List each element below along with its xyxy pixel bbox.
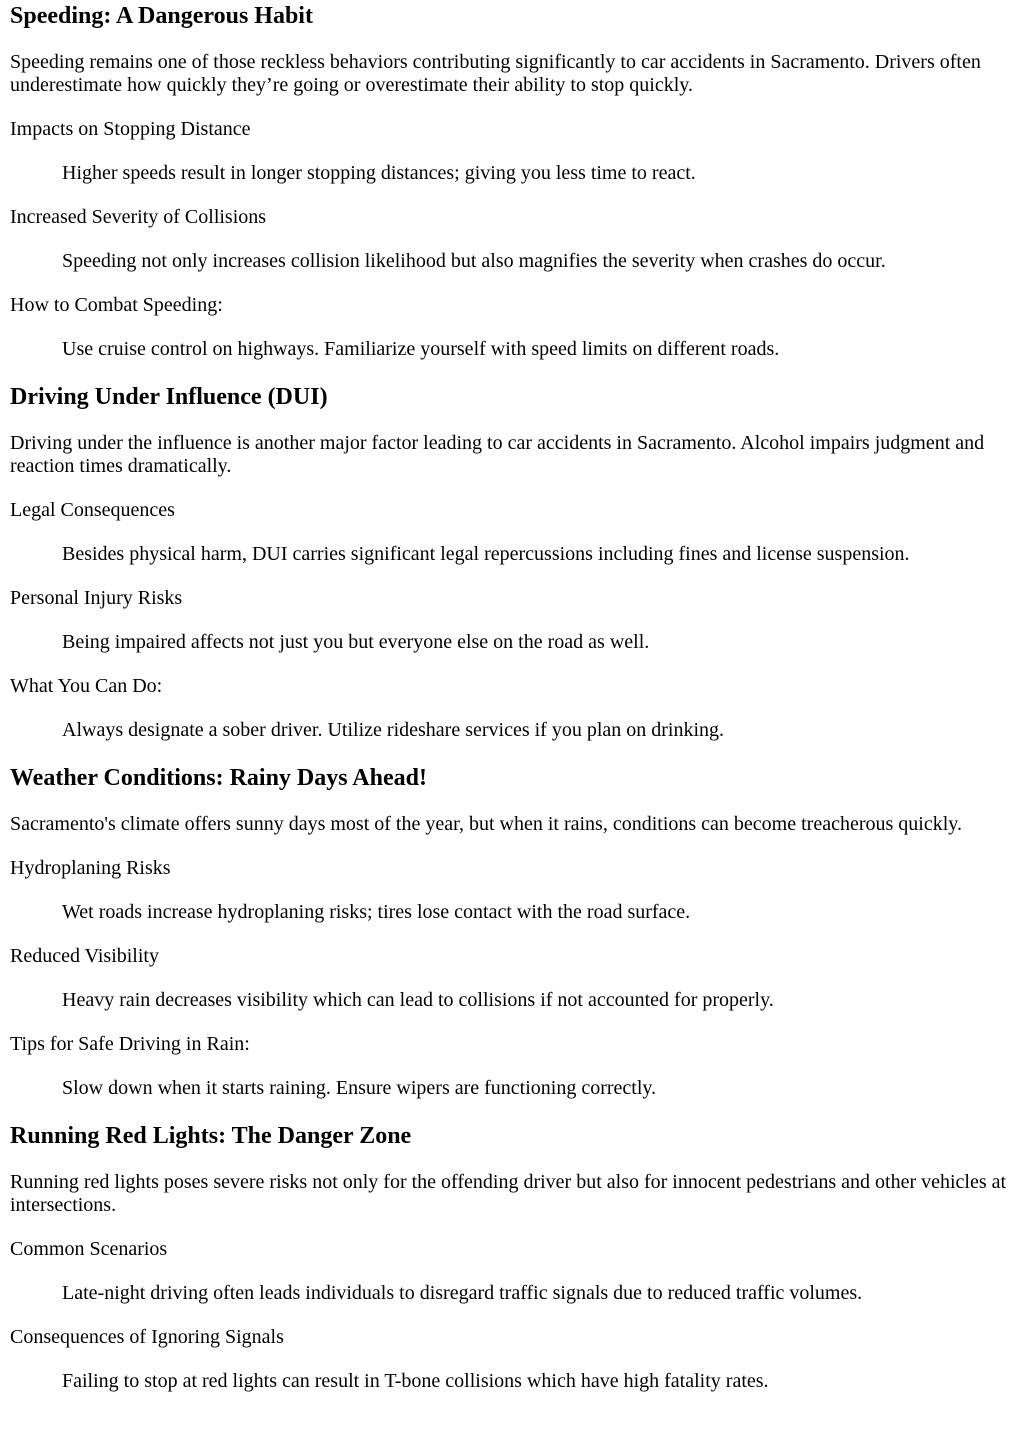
item-label: Hydroplaning Risks bbox=[10, 857, 171, 879]
section-heading: Weather Conditions: Rainy Days Ahead! bbox=[10, 765, 427, 791]
section-intro: Driving under the influence is another major factor leading to car accidents in Sacramento. Alcohol impairs judgment and reaction times dramatically. bbox=[10, 432, 985, 477]
item-detail: Late-night driving often leads individuals to disregard traffic signals due to reduced traffic volumes. bbox=[62, 1282, 863, 1304]
item-label: Legal Consequences bbox=[10, 499, 175, 521]
item-detail: Slow down when it starts raining. Ensure wipers are functioning correctly. bbox=[62, 1077, 657, 1099]
item-detail: Use cruise control on highways. Familiarize yourself with speed limits on different roads. bbox=[62, 338, 780, 360]
item-label: Increased Severity of Collisions bbox=[10, 206, 267, 228]
section-intro: Speeding remains one of those reckless behaviors contributing significantly to car accidents in Sacramento. Drivers often underestimate how quickly they’re going or overestimate their ability to stop quickly. bbox=[10, 51, 981, 96]
section-dui bbox=[10, 383, 1014, 742]
section-intro: Sacramento's climate offers sunny days most of the year, but when it rains, conditions can become treacherous quickly. bbox=[10, 813, 962, 835]
item-label: How to Combat Speeding: bbox=[10, 294, 223, 316]
item-label: Common Scenarios bbox=[10, 1238, 168, 1260]
article-body bbox=[0, 2, 1024, 1393]
item-detail: Speeding not only increases collision likelihood but also magnifies the severity when crashes do occur. bbox=[62, 250, 886, 272]
section-heading: Driving Under Influence (DUI) bbox=[10, 384, 328, 410]
section-heading: Running Red Lights: The Danger Zone bbox=[10, 1123, 412, 1149]
item-detail: Wet roads increase hydroplaning risks; tires lose contact with the road surface. bbox=[62, 901, 691, 923]
section-red-lights bbox=[10, 1122, 1014, 1393]
section-weather bbox=[10, 764, 1014, 1100]
item-label: Personal Injury Risks bbox=[10, 587, 183, 609]
item-label: Consequences of Ignoring Signals bbox=[10, 1326, 284, 1348]
item-detail: Failing to stop at red lights can result in T-bone collisions which have high fatality rates. bbox=[62, 1370, 769, 1392]
item-detail: Being impaired affects not just you but everyone else on the road as well. bbox=[62, 631, 650, 653]
section-heading: Speeding: A Dangerous Habit bbox=[10, 3, 313, 29]
item-label: Tips for Safe Driving in Rain: bbox=[10, 1033, 250, 1055]
item-detail: Always designate a sober driver. Utilize rideshare services if you plan on drinking. bbox=[62, 719, 725, 741]
item-detail: Heavy rain decreases visibility which can lead to collisions if not accounted for properly. bbox=[62, 989, 774, 1011]
item-detail: Besides physical harm, DUI carries significant legal repercussions including fines and license suspension. bbox=[62, 543, 910, 565]
item-label: Reduced Visibility bbox=[10, 945, 159, 967]
section-speeding bbox=[10, 2, 1014, 361]
item-detail: Higher speeds result in longer stopping distances; giving you less time to react. bbox=[62, 162, 696, 184]
item-label: Impacts on Stopping Distance bbox=[10, 118, 251, 140]
section-intro: Running red lights poses severe risks not only for the offending driver but also for innocent pedestrians and other vehicles at intersections. bbox=[10, 1171, 1007, 1216]
item-label: What You Can Do: bbox=[10, 675, 163, 697]
